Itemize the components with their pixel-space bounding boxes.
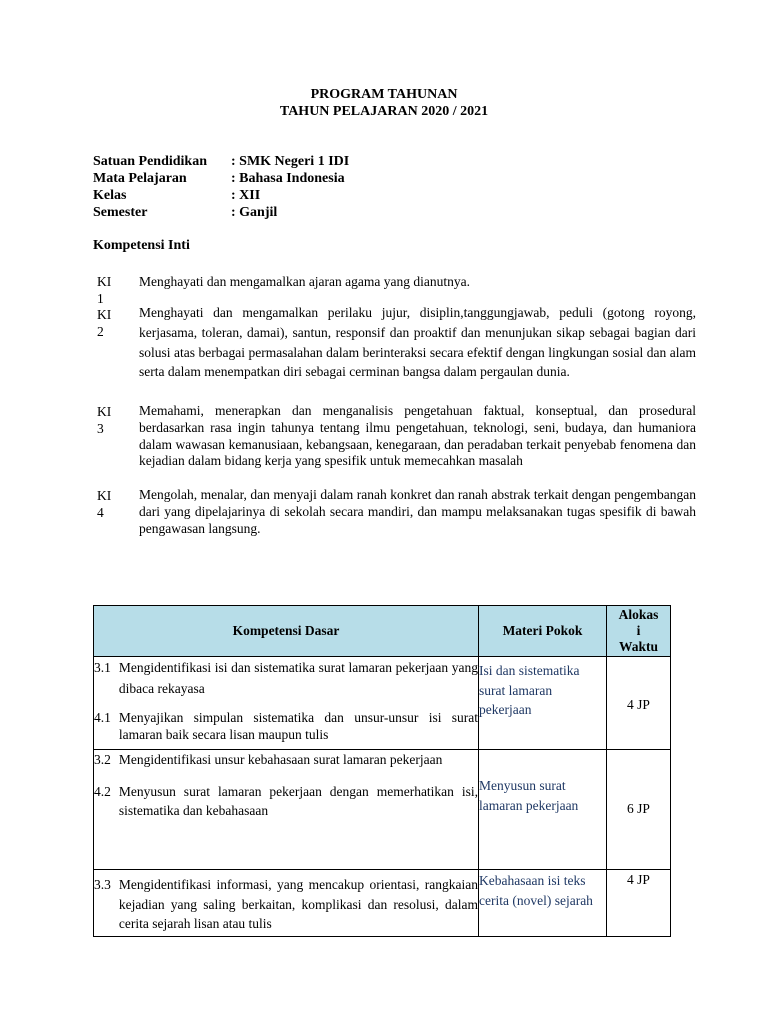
kd-number: 3.2 <box>94 752 111 767</box>
ki-code-prefix: KI <box>97 307 112 322</box>
kd-item <box>94 657 478 699</box>
header-materi-pokok: Materi Pokok <box>479 606 607 657</box>
table-row <box>94 870 671 937</box>
kd-item <box>94 782 478 820</box>
identity-value: : XII <box>231 188 261 203</box>
header-kompetensi-dasar: Kompetensi Dasar <box>94 606 479 657</box>
header-alokasi-line: Waktu <box>618 639 659 654</box>
identity-row-subject <box>93 171 345 187</box>
kd-item <box>94 750 478 770</box>
identity-label: Mata Pelajaran <box>93 171 187 186</box>
ki-code-prefix: KI <box>97 404 112 419</box>
ki-code-number: 1 <box>97 291 104 306</box>
ki-code-prefix: KI <box>97 488 112 503</box>
kd-text: Menyusun surat lamaran pekerjaan dengan memerhatikan isi, sistematika dan kebahasaan <box>118 784 478 818</box>
ki-text: Mengolah, menalar, dan menyaji dalam ranah konkret dan ranah abstrak terkait dengan pengembangan dari yang dipelajarinya di sekolah secara mandiri, dan mampu melaksanakan tugas spesifik di bawah pengawasan langsung. <box>139 487 696 536</box>
kd-text: Mengidentifikasi unsur kebahasaan surat lamaran pekerjaan <box>118 752 443 767</box>
header-alokasi-line: Alokas <box>618 607 659 622</box>
kd-number: 3.1 <box>94 660 111 675</box>
identity-value: : Bahasa Indonesia <box>231 171 345 186</box>
kompetensi-inti-heading: Kompetensi Inti <box>93 238 190 253</box>
ki-code <box>97 273 127 307</box>
header-alokasi-line: i <box>636 623 641 638</box>
ki-code-number: 3 <box>97 421 104 436</box>
ki-code <box>97 487 127 521</box>
identity-row-class <box>93 188 260 204</box>
waktu-cell: 4 JP <box>607 657 671 750</box>
identity-label: Semester <box>93 205 148 220</box>
identity-row-semester <box>93 205 277 221</box>
table-row <box>94 657 671 750</box>
kd-text: Mengidentifikasi informasi, yang mencakup orientasi, rangkaian kejadian yang saling berkaitan, komplikasi dan resolusi, dalam cerita sejarah lisan atau tulis <box>118 877 478 931</box>
kd-cell <box>94 870 479 937</box>
materi-cell: Kebahasaan isi teks cerita (novel) sejarah <box>479 870 607 937</box>
kd-cell <box>94 750 479 870</box>
ki-code <box>97 306 127 340</box>
document-title: PROGRAM TAHUNAN <box>310 87 458 102</box>
header-alokasi-waktu <box>607 606 671 657</box>
kd-text: Menyajikan simpulan sistematika dan unsur-unsur isi surat lamaran baik secara lisan maupun tulis <box>118 710 478 742</box>
kd-text: Mengidentifikasi isi dan sistematika surat lamaran pekerjaan yang dibaca rekayasa <box>118 660 478 696</box>
identity-label: Kelas <box>93 188 127 203</box>
identity-row-school <box>93 154 349 170</box>
ki-text: Memahami, menerapkan dan menganalisis pengetahuan faktual, konseptual, dan prosedural berdasarkan rasa ingin tahunya tentang ilmu pengetahuan, teknologi, seni, budaya, dan humaniora dalam wawasan kemanusiaan, kebangsaan, kenegaraan, dan peradaban terkait penyebab fenomena dan kejadian dalam bidang kerja yang spesifik untuk memecahkan masalah <box>139 403 696 469</box>
kd-number: 4.1 <box>94 710 111 725</box>
ki-code-prefix: KI <box>97 274 112 289</box>
kd-item <box>94 709 478 743</box>
kd-item <box>94 875 478 934</box>
ki-text: Menghayati dan mengamalkan ajaran agama yang dianutnya. <box>139 274 470 289</box>
kd-number: 4.2 <box>94 784 111 799</box>
waktu-cell: 6 JP <box>607 750 671 870</box>
ki-code-number: 4 <box>97 505 104 520</box>
table-header-row <box>94 606 671 657</box>
kompetensi-dasar-table <box>93 605 671 937</box>
kd-cell <box>94 657 479 750</box>
waktu-cell: 4 JP <box>607 870 671 937</box>
ki-code <box>97 403 127 437</box>
identity-value: : Ganjil <box>231 205 278 220</box>
materi-cell: Menyusun surat lamaran pekerjaan <box>479 750 607 870</box>
ki-text: Menghayati dan mengamalkan perilaku jujur, disiplin,tanggungjawab, peduli (gotong royong, kerjasama, toleran, damai), santun, responsif dan proaktif dan menunjukan sikap sebagai bagian dari solusi atas berbagai permasalahan dalam berinteraksi secara efektif dengan lingkungan sosial dan alam serta dalam menempatkan diri sebagai cerminan bangsa dalam pergaulan dunia. <box>139 305 696 380</box>
document-subtitle: TAHUN PELAJARAN 2020 / 2021 <box>279 104 489 119</box>
table-row <box>94 750 671 870</box>
ki-code-number: 2 <box>97 324 104 339</box>
materi-cell: Isi dan sistematika surat lamaran pekerjaan <box>479 657 607 750</box>
identity-label: Satuan Pendidikan <box>93 154 207 169</box>
identity-value: : SMK Negeri 1 IDI <box>231 154 350 169</box>
kd-number: 3.3 <box>94 877 111 892</box>
